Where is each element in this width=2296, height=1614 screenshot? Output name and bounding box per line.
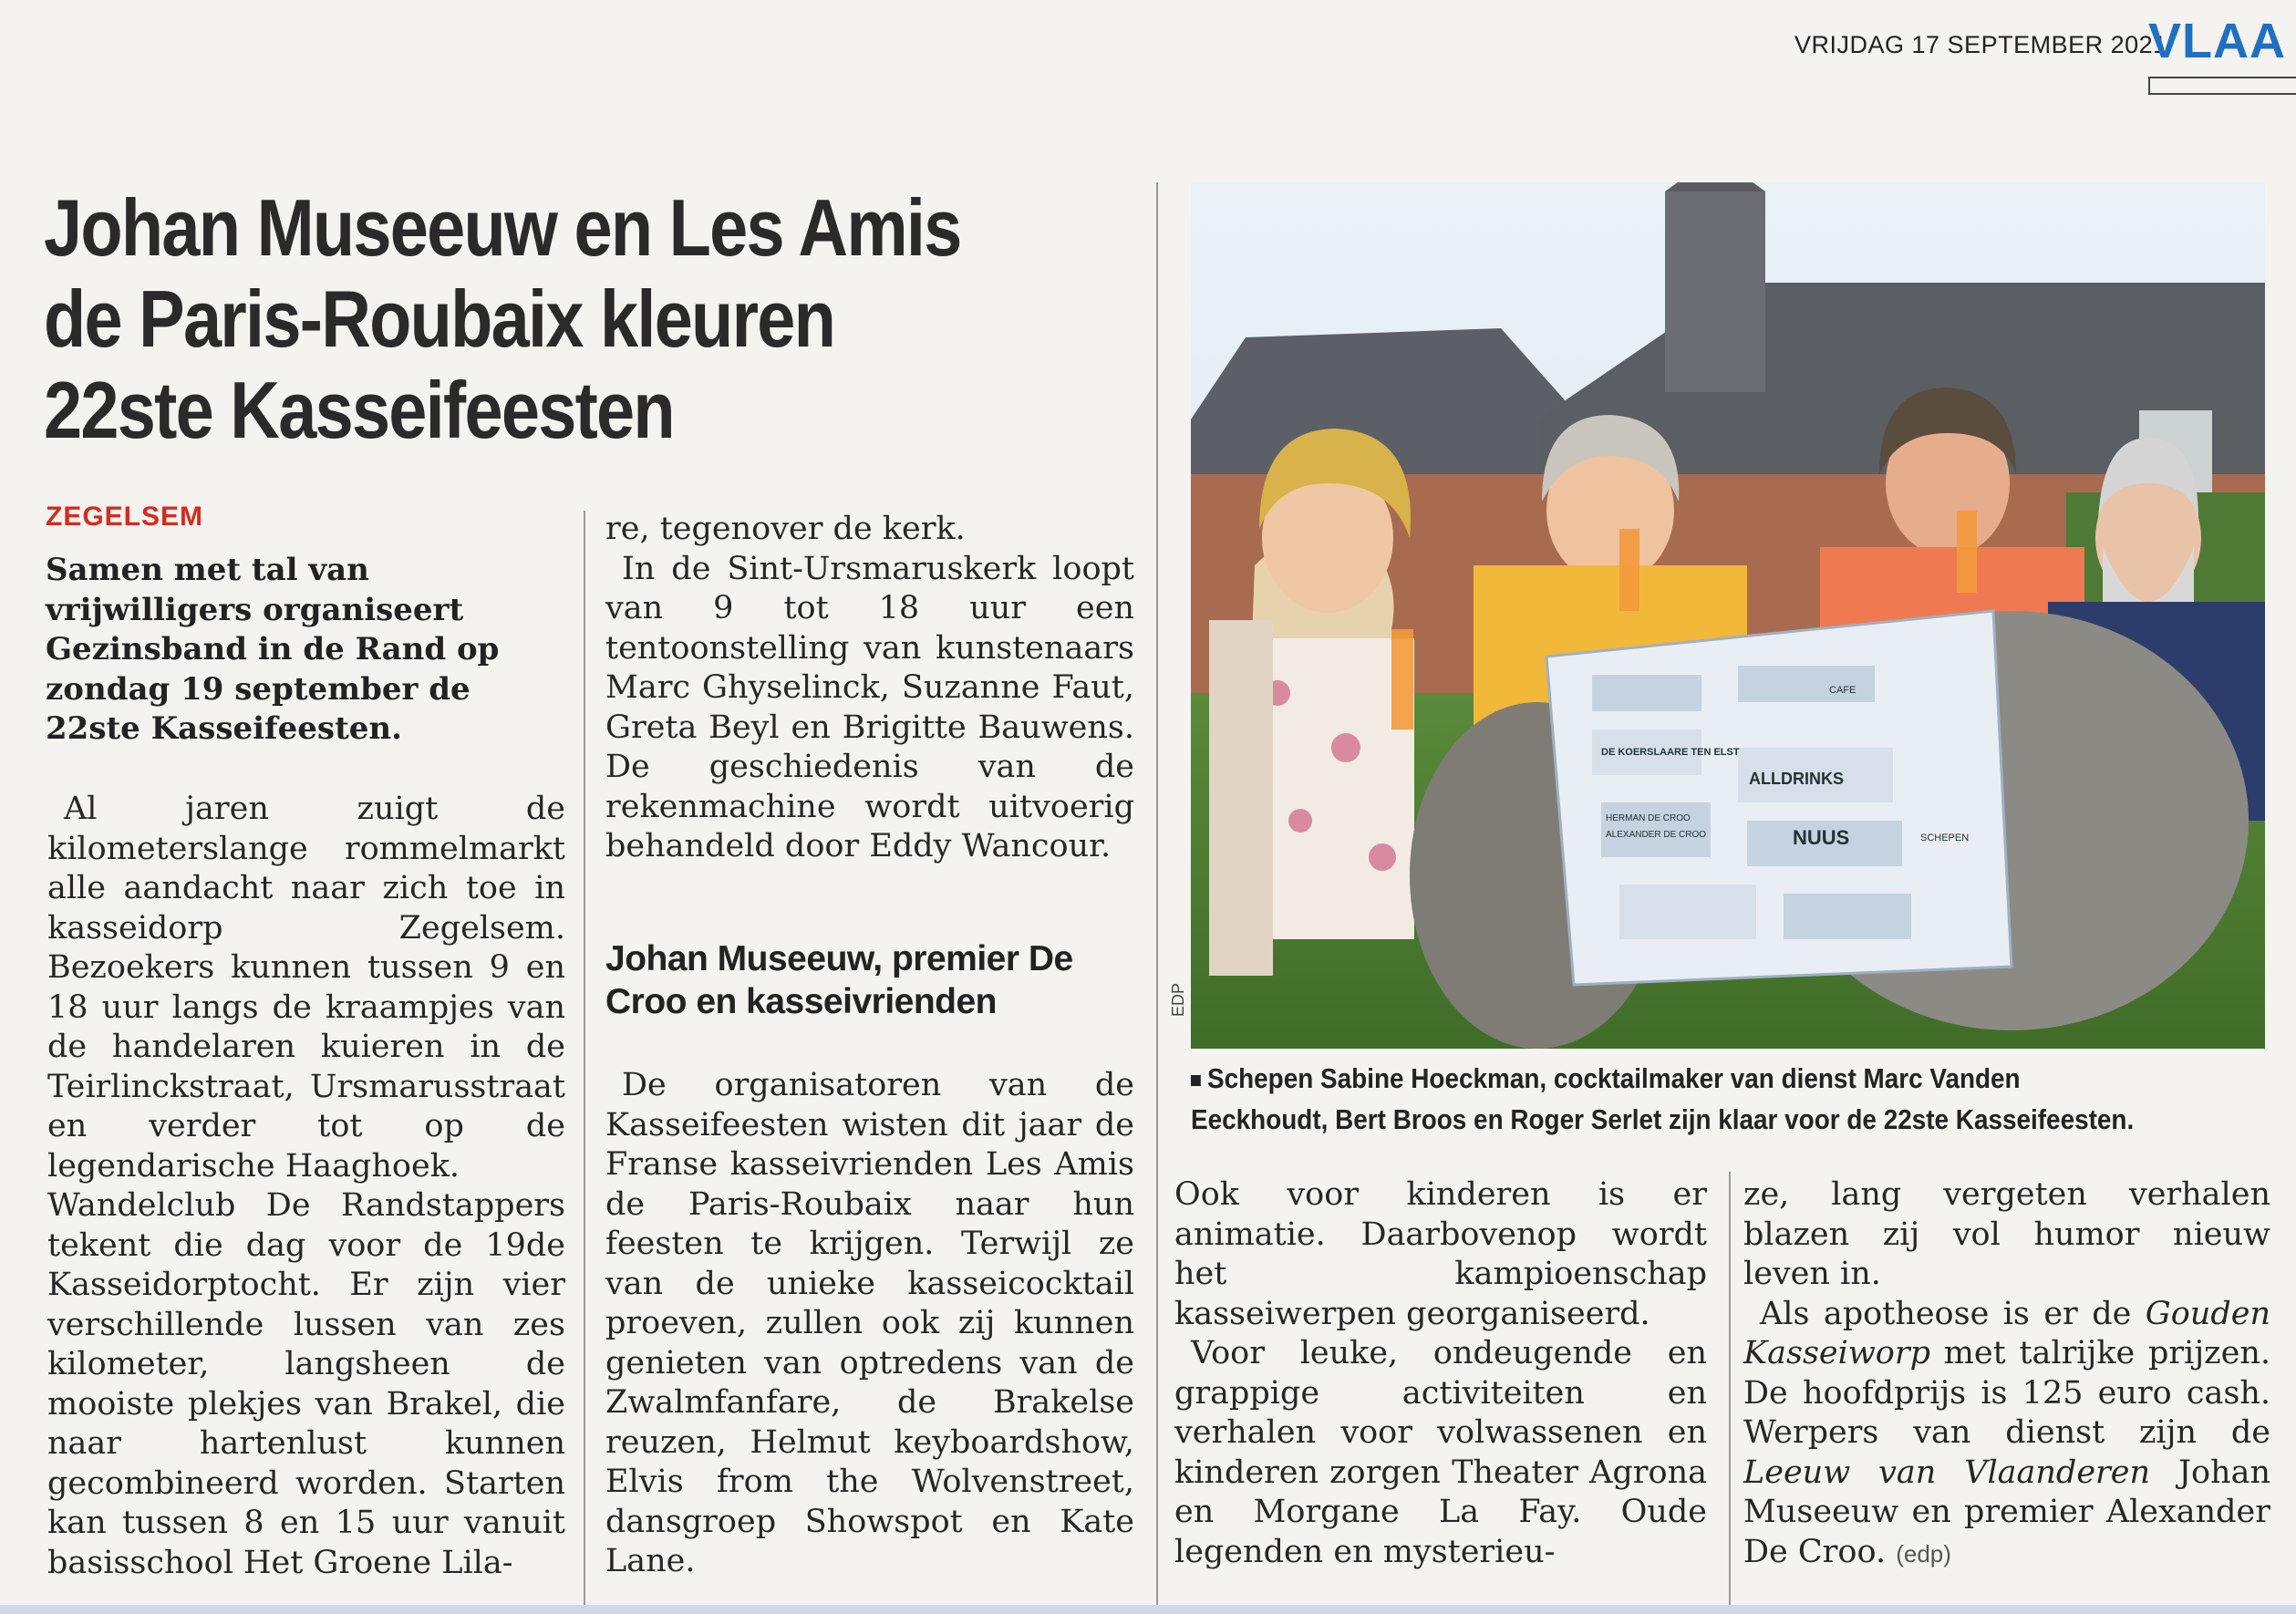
article-column-3 [1174,1175,1707,1572]
poster-label: ALEXANDER DE CROO [1606,830,1707,840]
poster-label: NUUS [1793,826,1850,849]
poster-label: HERMAN DE CROO [1606,813,1691,823]
paragraph: In de Sint-Ursmaruskerk loopt van 9 tot 18 uur een tentoonstelling van kunstenaars Marc Ghyselinck, Suzanne Faut, Greta Beyl en Brigitte Bauwens. De geschiedenis van de rekenmachine wordt uitvoerig behandeld door Eddy Wancour. [605,550,1134,864]
paragraph: Ook voor kinderen is er animatie. Daarbovenop wordt het kampioenschap kasseiwerpen georganiseerd. [1174,1176,1707,1332]
headline: Johan Museeuw en Les Amis de Paris-Roubaix kleuren 22ste Kasseifeesten [44,182,961,455]
column-divider [584,511,585,1605]
article-column-1 [47,790,565,1583]
caption-bullet [1191,1075,1201,1086]
masthead-rule [2148,77,2296,95]
poster-label: DE KOERSLAARE TEN ELST [1601,747,1740,758]
paragraph: Voor leuke, ondeugende en grappige activiteiten en verhalen voor volwassenen en kinderen zorgen Theater Agrona en Morgane La Fay. Oude legenden en mysterieu- [1174,1335,1707,1570]
article-column-2-bottom [605,1066,1134,1582]
prize-name: Gouden Kasseiworp [1743,1295,2270,1371]
newspaper-name: VLAA [2148,14,2286,68]
article-lede: Samen met tal van vrijwilligers organiseert Gezinsband in de Rand op zondag 19 september de 22ste Kasseifeesten. [46,552,500,747]
photo-caption: Schepen Sabine Hoeckman, cocktailmaker van dienst Marc Vanden Eeckhoudt, Bert Broos en Roger Serlet zijn klaar voor de 22ste Kasseifeesten. [1191,1062,2135,1135]
page-edge [0,1605,2296,1614]
photo-credit: EDP [1169,982,1187,1017]
paragraph: Al jaren zuigt de kilometerslange rommelmarkt alle aandacht naar zich toe in kasseidorp Zegelsem. Bezoekers kunnen tussen 9 en 18 uur langs de kraampjes van de handelaren kuieren in de Teirlinckstraat, Ursmarusstraat en verder tot op de legendarische Haaghoek. [47,791,565,1185]
location-kicker: ZEGELSEM [46,502,204,532]
nickname: Leeuw van Vlaanderen [1743,1454,2151,1491]
poster-label: SCHEPEN [1920,833,1970,843]
column-divider [1729,1172,1731,1605]
issue-date: VRIJDAG 17 SEPTEMBER 2021 [1794,31,2167,58]
column-divider [1156,182,1158,1605]
photo-illustration [1191,182,2265,1049]
paragraph: re, tegenover de kerk. [605,511,966,547]
paragraph: ze, lang vergeten verhalen blazen zij vol humor nieuw leven in. [1743,1176,2270,1292]
article-column-4 [1743,1175,2270,1574]
subheading: Johan Museeuw, premier De Croo en kasseivrienden [605,939,1073,1021]
paragraph: Wandelclub De Randstappers tekent die dag voor de 19de Kasseidorptocht. Er zijn vier verschillende lussen van zes kilometer, langsheen de mooiste plekjes van Brakel, die naar hartenlust kunnen gecombineerd worden. Starten kan tussen 8 en 15 uur vanuit basisschool Het Groene Lila- [47,1187,565,1581]
author-credit: (edp) [1896,1539,1951,1567]
masthead [0,0,2296,82]
poster-label: CAFE [1829,685,1856,696]
paragraph: De organisatoren van de Kasseifeesten wisten dit jaar de Franse kasseivrienden Les Amis de Paris-Roubaix naar hun feesten te krijgen. Terwijl ze van de unieke kasseicocktail proeven, zullen ook zij kunnen genieten van optredens van de Zwalmfanfare, de Brakelse reuzen, Helmut keyboardshow, Elvis from the Wolvenstreet, dansgroep Showspot en Kate Lane. [605,1067,1134,1579]
poster-label: ALLDRINKS [1749,770,1844,788]
article-photo [1191,182,2265,1049]
article-column-2-top [605,510,1134,867]
paragraph: Als apotheose is er de Gouden Kasseiworp met talrijke prijzen. De hoofdprijs is 125 euro cash. Werpers van dienst zijn de Leeuw van Vlaanderen Johan Museeuw en premier Alexander De Croo. (edp) [1743,1295,2270,1570]
